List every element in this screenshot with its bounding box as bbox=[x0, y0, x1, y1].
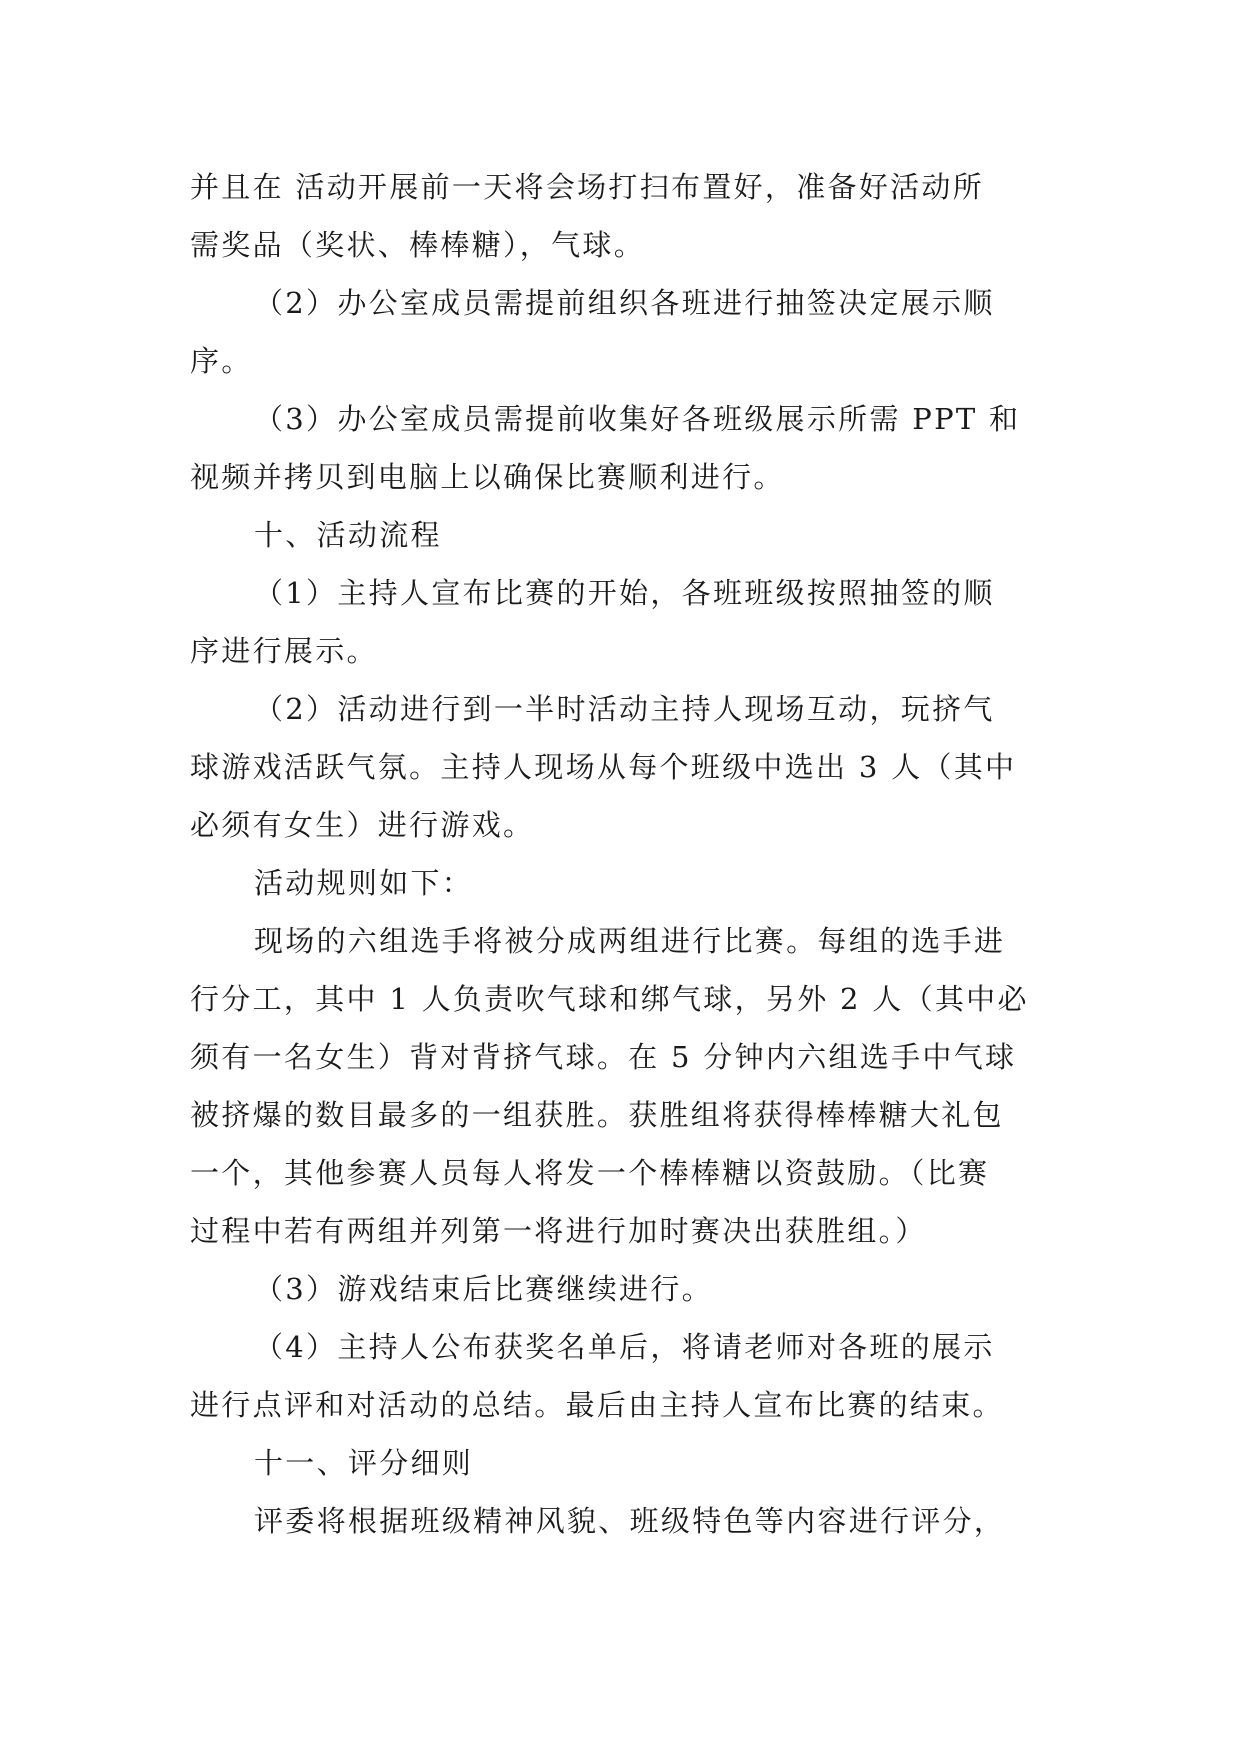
paragraph-flow-3 bbox=[190, 1260, 1050, 1318]
text-line: （2）办公室成员需提前组织各班进行抽签决定展示顺 bbox=[254, 286, 995, 320]
text-line: 球游戏活跃气氛。主持人现场从每个班级中选出 3 人（其中 bbox=[190, 750, 1017, 784]
text-line: 行分工，其中 1 人负责吹气球和绑气球，另外 2 人（其中必 bbox=[190, 982, 1029, 1016]
text-line: 序。 bbox=[190, 344, 253, 378]
text-line: 视频并拷贝到电脑上以确保比赛顺利进行。 bbox=[190, 460, 785, 494]
text-line: （1）主持人宣布比赛的开始，各班班级按照抽签的顺 bbox=[254, 576, 995, 610]
paragraph-preparation-continued bbox=[190, 158, 1050, 274]
text-line: 一个，其他参赛人员每人将发一个棒棒糖以资鼓励。（比赛 bbox=[190, 1156, 990, 1190]
section-heading: 十、活动流程 bbox=[254, 518, 442, 552]
text-line: 需奖品（奖状、棒棒糖），气球。 bbox=[190, 228, 646, 262]
paragraph-flow-2 bbox=[190, 680, 1050, 854]
text-line: 过程中若有两组并列第一将进行加时赛决出获胜组。） bbox=[190, 1214, 927, 1248]
paragraph-flow-1 bbox=[190, 564, 1050, 680]
section-heading: 十一、评分细则 bbox=[254, 1446, 474, 1480]
section-heading-scoring-rules bbox=[190, 1434, 1050, 1492]
paragraph-rules-heading bbox=[190, 854, 1050, 912]
text-line: （3）游戏结束后比赛继续进行。 bbox=[254, 1272, 713, 1306]
text-line: 进行点评和对活动的总结。最后由主持人宣布比赛的结束。 bbox=[190, 1388, 1004, 1422]
text-line: 必须有女生）进行游戏。 bbox=[190, 808, 535, 842]
text-line: 被挤爆的数目最多的一组获胜。获胜组将获得棒棒糖大礼包 bbox=[190, 1098, 1004, 1132]
text-line: （4）主持人公布获奖名单后，将请老师对各班的展示 bbox=[254, 1330, 995, 1364]
text-line: 评委将根据班级精神风貌、班级特色等内容进行评分， bbox=[254, 1504, 1006, 1538]
text-line: 并且在 活动开展前一天将会场打扫布置好，准备好活动所 bbox=[190, 170, 985, 204]
text-line: 现场的六组选手将被分成两组进行比赛。每组的选手进 bbox=[254, 924, 1006, 958]
text-line: 活动规则如下： bbox=[254, 866, 474, 900]
text-line: 须有一名女生）背对背挤气球。在 5 分钟内六组选手中气球 bbox=[190, 1040, 1017, 1074]
paragraph-rules-body bbox=[190, 912, 1050, 1260]
text-line: 序进行展示。 bbox=[190, 634, 378, 668]
text-line: （2）活动进行到一半时活动主持人现场互动，玩挤气 bbox=[254, 692, 995, 726]
paragraph-flow-4 bbox=[190, 1318, 1050, 1434]
paragraph-item-2-draw-lots bbox=[190, 274, 1050, 390]
text-line: （3）办公室成员需提前收集好各班级展示所需 PPT 和 bbox=[254, 402, 1021, 436]
paragraph-item-3-collect-ppt bbox=[190, 390, 1050, 506]
section-heading-activity-flow bbox=[190, 506, 1050, 564]
document-body bbox=[190, 158, 1050, 1550]
paragraph-scoring-body bbox=[190, 1492, 1050, 1550]
